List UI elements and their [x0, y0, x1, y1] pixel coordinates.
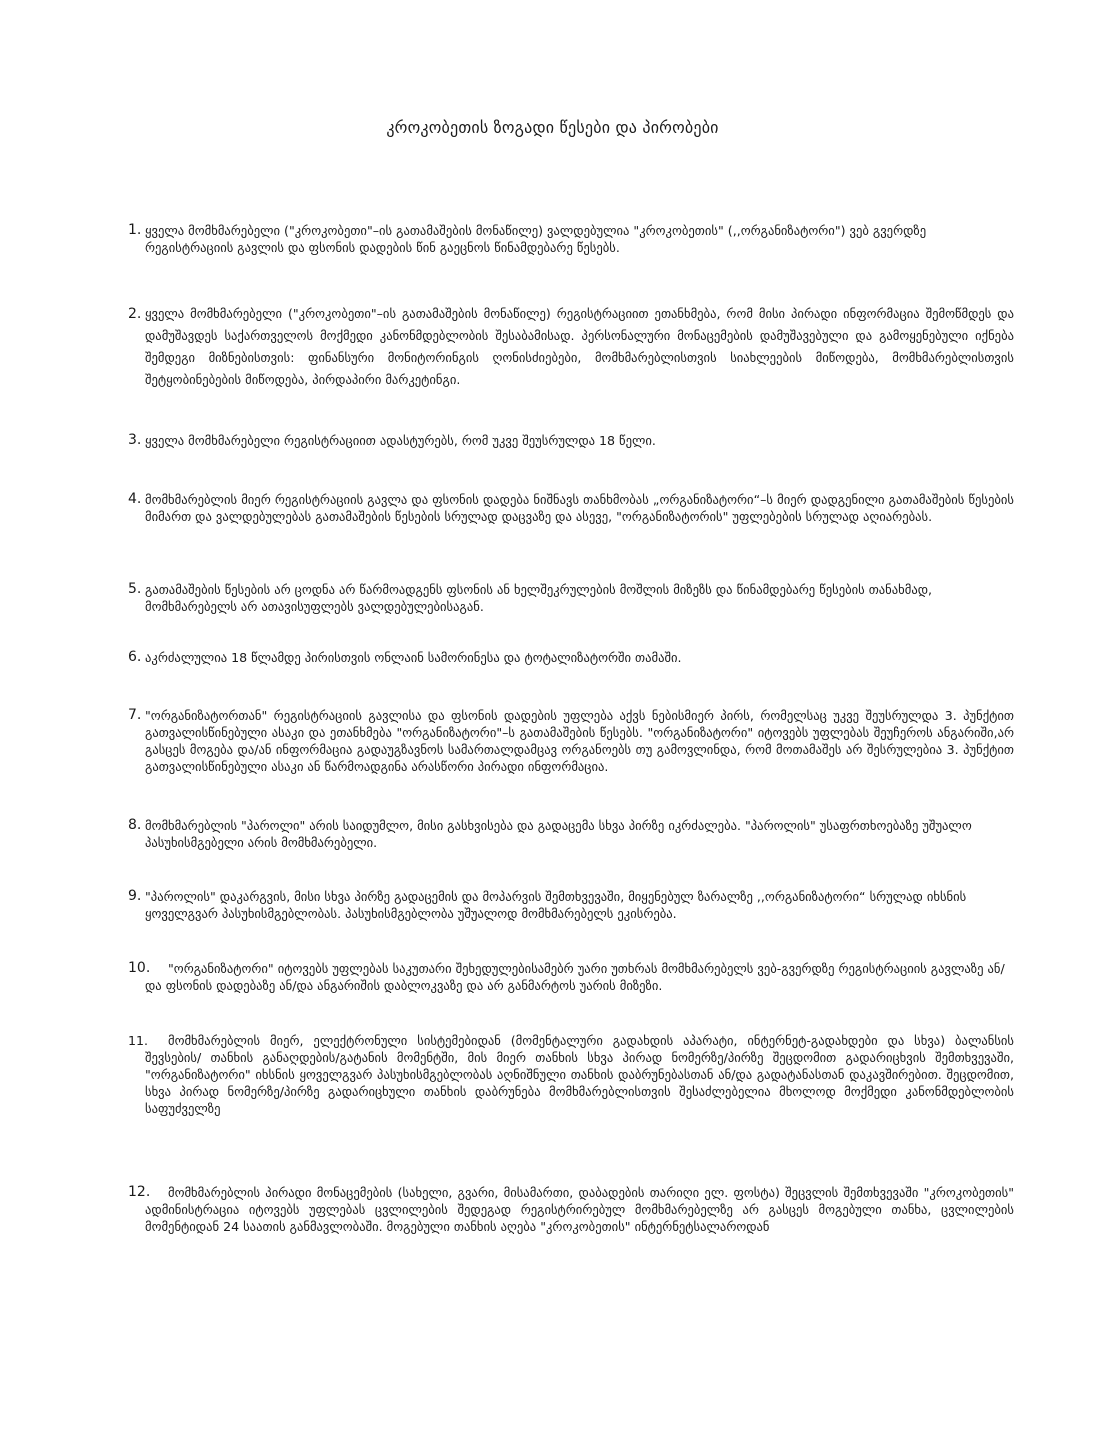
item-text: აკრძალულია 18 წლამდე პირისთვის ონლაინ სამორინესა და ტოტალიზატორში თამაში.: [145, 650, 682, 665]
list-item-5: [128, 581, 1014, 615]
list-item-4: [128, 491, 1014, 525]
item-text: მომხმარებლის მიერ, ელექტრონული სისტემებიდან (მომენტალური გადახდის აპარატი, ინტერნეტ-გადახდები და სხვა) ბალანსის შევსების/ თანხის განაღდების/გატანის მომენტში, მის მიერ თანხის სხვა პირად ნომერზე/პირზე შეცდომით გადარიცხვის შემთხვევაში, "ორგანიზატორი" იხსნის ყოველგვარ პასუხისმგებლობას აღნიშნული თანხის დაბრუნებასთან ან/და გადატანასთან დაკავშირებით. შეცდომით, სხვა პირად ნომერზე/პირზე გადარიცხული თანხის დაბრუნება მომხმარებლისთვის შესაძლებელია მხოლოდ მოქმედი კანონმდებლობის საფუძველზე: [145, 1033, 1014, 1116]
item-number: 5.: [128, 581, 142, 597]
list-item-10: [128, 960, 1014, 994]
item-number: 11.: [128, 1033, 149, 1048]
item-number: 12.: [128, 1184, 151, 1200]
list-item-6: [128, 649, 1014, 666]
list-item-12: [128, 1184, 1014, 1235]
item-text: "ორგანიზატორთან" რეგისტრაციის გავლისა და ფსონის დადების უფლება აქვს ნებისმიერ პირს, რომელსაც უკვე შეუსრულდა 3. პუნქტით გათვალისწინებული ასაკი და ეთანხმება "ორგანიზატორი"–ს გათამაშების წესებს. "ორგანიზატორი" იტოვებს უფლებას შეუჩეროს ანგარიში,არ გასცეს მოგება და/ან ინფორმაცია გადაუგზავნოს სამართალდამცავ ორგანოებს თუ გამოვლინდა, რომ მოთამაშეს არ შესრულებია 3. პუნქტით გათვალისწინებული ასაკი ან წარმოადგინა არასწორი პირადი ინფორმაცია.: [145, 708, 1014, 774]
item-number: 2.: [128, 306, 142, 322]
list-item-1: [128, 222, 1014, 256]
item-number: 4.: [128, 491, 142, 507]
item-number: 6.: [128, 649, 142, 665]
item-number: 3.: [128, 432, 142, 448]
item-text: გათამაშების წესების არ ცოდნა არ წარმოადგენს ფსონის ან ხელშეკრულების მოშლის მიზეზს და წინამდებარე წესების თანახმად, მომხმარებელს არ ათავისუფლებს ვალდებულებისაგან.: [145, 582, 933, 614]
item-text: ყველა მომხმარებელი ("კროკობეთი"–ის გათამაშების მონაწილე) ვალდებულია "კროკობეთის" (,,ორგანიზატორი") ვებ გვერდზე რეგისტრაციის გავლის და ფსონის დადების წინ გაეცნოს წინამდებარე წესებს.: [145, 223, 927, 255]
list-item-8: [128, 817, 1014, 851]
item-text: მომხმარებლის მიერ რეგისტრაციის გავლა და ფსონის დადება ნიშნავს თანხმობას „ორგანიზატორი“–ს მიერ დადგენილი გათამაშების წესების მიმართ და ვალდებულებას გათამაშების წესების სრულად დაცვაზე და ასევე, "ორგანიზატორის" უფლებების სრულად აღიარებას.: [145, 492, 1014, 524]
list-item-3: [128, 432, 1014, 449]
list-item-2: [128, 303, 1014, 391]
item-text: მომხმარებლის "პაროლი" არის საიდუმლო, მისი გასხვისება და გადაცემა სხვა პირზე იკრძალება. "პაროლის" უსაფრთხოებაზე უშუალო პასუხისმგებელი არის მომხმარებელი.: [145, 818, 972, 850]
list-item-7: [128, 707, 1014, 775]
item-number: 7.: [128, 707, 142, 723]
item-number: 8.: [128, 817, 142, 833]
list-item-9: [128, 888, 1014, 922]
item-text: ყველა მომხმარებელი რეგისტრაციით ადასტურებს, რომ უკვე შეუსრულდა 18 წელი.: [145, 433, 656, 448]
page-title: კროკობეთის ზოგადი წესები და პირობები: [386, 118, 719, 137]
item-number: 9.: [128, 888, 142, 904]
item-text: "პაროლის" დაკარგვის, მისი სხვა პირზე გადაცემის და მოპარვის შემთხვევაში, მიყენებულ ზარალზე ,,ორგანიზატორი“ სრულად იხსნის ყოველგვარ პასუხისმგებლობას. პასუხისმგებლობა უშუალოდ მომხმარებელს ეკისრება.: [145, 889, 967, 921]
item-number: 10.: [128, 960, 151, 976]
item-number: 1.: [128, 222, 142, 238]
item-text: "ორგანიზატორი" იტოვებს უფლებას საკუთარი შეხედულებისამებრ უარი უთხრას მომხმარებელს ვებ-გვერდზე რეგისტრაციის გავლაზე ან/და ფსონის დადებაზე ან/და ანგარიშის დაბლოკვაზე და არ განმარტოს უარის მიზეზი.: [145, 961, 1005, 993]
list-item-11: [128, 1032, 1014, 1117]
item-text: მომხმარებლის პირადი მონაცემების (სახელი, გვარი, მისამართი, დაბადების თარიღი ელ. ფოსტა) შეცვლის შემთხვევაში "კროკობეთის" ადმინისტრაცია იტოვებს უფლებას ცვლილების შედეგად რეგისტრირებულ მომხმარებელზე არ გასცეს მოგებული თანხა, ცვლილების მომენტიდან 24 საათის განმავლობაში. მოგებული თანხის აღება "კროკობეთის" ინტერნეტსალაროდან: [145, 1185, 1014, 1234]
item-text: ყველა მომხმარებელი ("კროკობეთი"–ის გათამაშების მონაწილე) რეგისტრაციით ეთანხმება, რომ მისი პირადი ინფორმაცია შემოწმდეს და დამუშავდეს საქართველოს მოქმედი კანონმდებლობის შესაბამისად. პერსონალური მონაცემების დამუშავებული და გამოყენებული იქნება შემდეგი მიზნებისთვის: ფინანსური მონიტორინგის ღონისძიებები, მომხმარებლისთვის სიახლეების მიწოდება, მომხმარებლისთვის შეტყობინებების მიწოდება, პირდაპირი მარკეტინგი.: [145, 306, 1014, 387]
